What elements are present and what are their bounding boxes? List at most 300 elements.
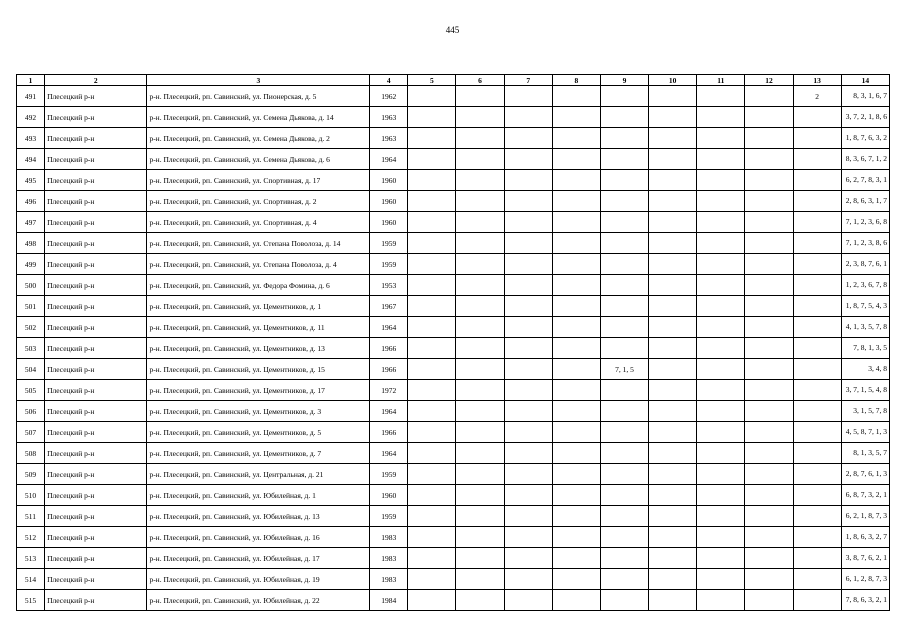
- table-row: [17, 170, 890, 191]
- col11-cell: [697, 212, 745, 233]
- col12-cell: [745, 149, 793, 170]
- col5-cell: [408, 359, 456, 380]
- col5-cell: [408, 170, 456, 191]
- col8-cell: [552, 443, 600, 464]
- col12-cell: [745, 485, 793, 506]
- district-cell: Плесецкий р-н: [45, 170, 147, 191]
- col6-cell: [456, 548, 504, 569]
- table-row: [17, 485, 890, 506]
- table-row: [17, 254, 890, 275]
- col10-cell: [649, 506, 697, 527]
- row-number-cell: 507: [17, 422, 45, 443]
- col14-cell: 3, 4, 8: [841, 359, 889, 380]
- row-number-cell: 500: [17, 275, 45, 296]
- col9-cell: [600, 506, 648, 527]
- year-cell: 1967: [370, 296, 408, 317]
- year-cell: 1963: [370, 107, 408, 128]
- col13-cell: [793, 548, 841, 569]
- col9-cell: [600, 233, 648, 254]
- district-cell: Плесецкий р-н: [45, 86, 147, 107]
- row-number-cell: 495: [17, 170, 45, 191]
- address-cell: р-н. Плесецкий, рп. Савинский, ул. Цементников, д. 13: [147, 338, 370, 359]
- col11-cell: [697, 485, 745, 506]
- row-number-cell: 509: [17, 464, 45, 485]
- col9-cell: [600, 422, 648, 443]
- table-row: [17, 233, 890, 254]
- col8-cell: [552, 506, 600, 527]
- col9-cell: [600, 149, 648, 170]
- col12-cell: [745, 296, 793, 317]
- row-number-cell: 506: [17, 401, 45, 422]
- col5-cell: [408, 275, 456, 296]
- col13-cell: [793, 443, 841, 464]
- column-header-7: 7: [504, 75, 552, 86]
- col7-cell: [504, 443, 552, 464]
- address-cell: р-н. Плесецкий, рп. Савинский, ул. Семена Дьякова, д. 2: [147, 128, 370, 149]
- col11-cell: [697, 506, 745, 527]
- col5-cell: [408, 317, 456, 338]
- col13-cell: [793, 170, 841, 191]
- col10-cell: [649, 170, 697, 191]
- col8-cell: [552, 485, 600, 506]
- year-cell: 1960: [370, 212, 408, 233]
- row-number-cell: 491: [17, 86, 45, 107]
- col13-cell: 2: [793, 86, 841, 107]
- column-header-9: 9: [600, 75, 648, 86]
- district-cell: Плесецкий р-н: [45, 254, 147, 275]
- col11-cell: [697, 317, 745, 338]
- district-cell: Плесецкий р-н: [45, 107, 147, 128]
- col8-cell: [552, 233, 600, 254]
- col14-cell: 1, 8, 7, 5, 4, 3: [841, 296, 889, 317]
- col8-cell: [552, 380, 600, 401]
- district-cell: Плесецкий р-н: [45, 191, 147, 212]
- col9-cell: [600, 170, 648, 191]
- col8-cell: [552, 149, 600, 170]
- col5-cell: [408, 527, 456, 548]
- col6-cell: [456, 128, 504, 149]
- table-row: [17, 191, 890, 212]
- col11-cell: [697, 275, 745, 296]
- col12-cell: [745, 422, 793, 443]
- col8-cell: [552, 275, 600, 296]
- col6-cell: [456, 422, 504, 443]
- table-row: [17, 590, 890, 611]
- col14-cell: 2, 8, 6, 3, 1, 7: [841, 191, 889, 212]
- col5-cell: [408, 128, 456, 149]
- col6-cell: [456, 191, 504, 212]
- col13-cell: [793, 590, 841, 611]
- column-header-5: 5: [408, 75, 456, 86]
- col14-cell: 2, 3, 8, 7, 6, 1: [841, 254, 889, 275]
- column-header-4: 4: [370, 75, 408, 86]
- address-cell: р-н. Плесецкий, рп. Савинский, ул. Семена Дьякова, д. 6: [147, 149, 370, 170]
- col11-cell: [697, 380, 745, 401]
- col8-cell: [552, 590, 600, 611]
- district-cell: Плесецкий р-н: [45, 275, 147, 296]
- col13-cell: [793, 359, 841, 380]
- col14-cell: 6, 1, 2, 8, 7, 3: [841, 569, 889, 590]
- col5-cell: [408, 380, 456, 401]
- col7-cell: [504, 317, 552, 338]
- address-cell: р-н. Плесецкий, рп. Савинский, ул. Цементников, д. 15: [147, 359, 370, 380]
- col12-cell: [745, 191, 793, 212]
- col7-cell: [504, 548, 552, 569]
- col11-cell: [697, 548, 745, 569]
- table-row: [17, 275, 890, 296]
- col6-cell: [456, 380, 504, 401]
- col10-cell: [649, 401, 697, 422]
- col13-cell: [793, 506, 841, 527]
- address-cell: р-н. Плесецкий, рп. Савинский, ул. Юбилейная, д. 13: [147, 506, 370, 527]
- col9-cell: [600, 590, 648, 611]
- col10-cell: [649, 233, 697, 254]
- col12-cell: [745, 590, 793, 611]
- col8-cell: [552, 464, 600, 485]
- year-cell: 1959: [370, 233, 408, 254]
- col5-cell: [408, 506, 456, 527]
- col6-cell: [456, 338, 504, 359]
- year-cell: 1964: [370, 401, 408, 422]
- address-cell: р-н. Плесецкий, рп. Савинский, ул. Спортивная, д. 17: [147, 170, 370, 191]
- col7-cell: [504, 107, 552, 128]
- col12-cell: [745, 317, 793, 338]
- page-number: 445: [445, 25, 460, 35]
- col7-cell: [504, 149, 552, 170]
- district-cell: Плесецкий р-н: [45, 569, 147, 590]
- col13-cell: [793, 422, 841, 443]
- row-number-cell: 514: [17, 569, 45, 590]
- col10-cell: [649, 254, 697, 275]
- table-row: [17, 569, 890, 590]
- row-number-cell: 513: [17, 548, 45, 569]
- col5-cell: [408, 464, 456, 485]
- table-row: [17, 548, 890, 569]
- table-row: [17, 338, 890, 359]
- district-cell: Плесецкий р-н: [45, 233, 147, 254]
- col14-cell: 2, 8, 7, 6, 1, 3: [841, 464, 889, 485]
- column-header-8: 8: [552, 75, 600, 86]
- district-cell: Плесецкий р-н: [45, 128, 147, 149]
- col13-cell: [793, 317, 841, 338]
- address-cell: р-н. Плесецкий, рп. Савинский, ул. Юбилейная, д. 17: [147, 548, 370, 569]
- district-cell: Плесецкий р-н: [45, 548, 147, 569]
- district-cell: Плесецкий р-н: [45, 527, 147, 548]
- row-number-cell: 504: [17, 359, 45, 380]
- row-number-cell: 496: [17, 191, 45, 212]
- col8-cell: [552, 296, 600, 317]
- col10-cell: [649, 590, 697, 611]
- address-cell: р-н. Плесецкий, рп. Савинский, ул. Цементников, д. 5: [147, 422, 370, 443]
- col14-cell: 3, 8, 7, 6, 2, 1: [841, 548, 889, 569]
- year-cell: 1959: [370, 254, 408, 275]
- col13-cell: [793, 527, 841, 548]
- col5-cell: [408, 485, 456, 506]
- col14-cell: 6, 2, 7, 8, 3, 1: [841, 170, 889, 191]
- col8-cell: [552, 359, 600, 380]
- row-number-cell: 497: [17, 212, 45, 233]
- col7-cell: [504, 422, 552, 443]
- district-cell: Плесецкий р-н: [45, 485, 147, 506]
- col10-cell: [649, 443, 697, 464]
- col10-cell: [649, 569, 697, 590]
- table-body: [17, 86, 890, 611]
- col9-cell: [600, 86, 648, 107]
- col12-cell: [745, 359, 793, 380]
- district-cell: Плесецкий р-н: [45, 380, 147, 401]
- col10-cell: [649, 548, 697, 569]
- col11-cell: [697, 401, 745, 422]
- col10-cell: [649, 212, 697, 233]
- col12-cell: [745, 464, 793, 485]
- col12-cell: [745, 569, 793, 590]
- col13-cell: [793, 296, 841, 317]
- year-cell: 1983: [370, 548, 408, 569]
- col10-cell: [649, 296, 697, 317]
- year-cell: 1959: [370, 464, 408, 485]
- col8-cell: [552, 527, 600, 548]
- col6-cell: [456, 527, 504, 548]
- col9-cell: 7, 1, 5: [600, 359, 648, 380]
- row-number-cell: 511: [17, 506, 45, 527]
- district-cell: Плесецкий р-н: [45, 338, 147, 359]
- col14-cell: 7, 1, 2, 3, 6, 8: [841, 212, 889, 233]
- col9-cell: [600, 464, 648, 485]
- col9-cell: [600, 548, 648, 569]
- col10-cell: [649, 317, 697, 338]
- address-cell: р-н. Плесецкий, рп. Савинский, ул. Цементников, д. 7: [147, 443, 370, 464]
- col7-cell: [504, 464, 552, 485]
- col7-cell: [504, 506, 552, 527]
- year-cell: 1962: [370, 86, 408, 107]
- col9-cell: [600, 443, 648, 464]
- district-cell: Плесецкий р-н: [45, 590, 147, 611]
- col13-cell: [793, 275, 841, 296]
- row-number-cell: 502: [17, 317, 45, 338]
- district-cell: Плесецкий р-н: [45, 359, 147, 380]
- col6-cell: [456, 590, 504, 611]
- col5-cell: [408, 590, 456, 611]
- col14-cell: 7, 8, 6, 3, 2, 1: [841, 590, 889, 611]
- col12-cell: [745, 212, 793, 233]
- col8-cell: [552, 212, 600, 233]
- col11-cell: [697, 128, 745, 149]
- address-cell: р-н. Плесецкий, рп. Савинский, ул. Степана Поволоза, д. 4: [147, 254, 370, 275]
- col9-cell: [600, 191, 648, 212]
- col7-cell: [504, 338, 552, 359]
- address-cell: р-н. Плесецкий, рп. Савинский, ул. Спортивная, д. 2: [147, 191, 370, 212]
- col14-cell: 3, 7, 1, 5, 4, 8: [841, 380, 889, 401]
- district-cell: Плесецкий р-н: [45, 506, 147, 527]
- column-header-10: 10: [649, 75, 697, 86]
- col10-cell: [649, 359, 697, 380]
- col5-cell: [408, 422, 456, 443]
- col12-cell: [745, 338, 793, 359]
- col5-cell: [408, 233, 456, 254]
- col13-cell: [793, 380, 841, 401]
- district-cell: Плесецкий р-н: [45, 443, 147, 464]
- col5-cell: [408, 548, 456, 569]
- col11-cell: [697, 338, 745, 359]
- column-header-12: 12: [745, 75, 793, 86]
- address-cell: р-н. Плесецкий, рп. Савинский, ул. Юбилейная, д. 16: [147, 527, 370, 548]
- district-cell: Плесецкий р-н: [45, 422, 147, 443]
- col14-cell: 6, 8, 7, 3, 2, 1: [841, 485, 889, 506]
- row-number-cell: 503: [17, 338, 45, 359]
- col5-cell: [408, 296, 456, 317]
- col13-cell: [793, 149, 841, 170]
- col10-cell: [649, 128, 697, 149]
- table-row: [17, 107, 890, 128]
- col5-cell: [408, 569, 456, 590]
- district-cell: Плесецкий р-н: [45, 464, 147, 485]
- col12-cell: [745, 275, 793, 296]
- col10-cell: [649, 527, 697, 548]
- col9-cell: [600, 128, 648, 149]
- col7-cell: [504, 254, 552, 275]
- col14-cell: 7, 1, 2, 3, 8, 6: [841, 233, 889, 254]
- col12-cell: [745, 128, 793, 149]
- address-cell: р-н. Плесецкий, рп. Савинский, ул. Центральная, д. 21: [147, 464, 370, 485]
- col13-cell: [793, 191, 841, 212]
- col13-cell: [793, 401, 841, 422]
- col12-cell: [745, 401, 793, 422]
- col14-cell: 1, 2, 3, 6, 7, 8: [841, 275, 889, 296]
- year-cell: 1964: [370, 149, 408, 170]
- col8-cell: [552, 569, 600, 590]
- col5-cell: [408, 149, 456, 170]
- col13-cell: [793, 569, 841, 590]
- col8-cell: [552, 191, 600, 212]
- col9-cell: [600, 107, 648, 128]
- col12-cell: [745, 254, 793, 275]
- col11-cell: [697, 422, 745, 443]
- col9-cell: [600, 380, 648, 401]
- col14-cell: 8, 1, 3, 5, 7: [841, 443, 889, 464]
- col11-cell: [697, 527, 745, 548]
- col11-cell: [697, 107, 745, 128]
- col11-cell: [697, 149, 745, 170]
- col13-cell: [793, 485, 841, 506]
- column-header-6: 6: [456, 75, 504, 86]
- row-number-cell: 498: [17, 233, 45, 254]
- col5-cell: [408, 191, 456, 212]
- col12-cell: [745, 233, 793, 254]
- col9-cell: [600, 401, 648, 422]
- col7-cell: [504, 485, 552, 506]
- table-row: [17, 317, 890, 338]
- col7-cell: [504, 590, 552, 611]
- col14-cell: 7, 8, 1, 3, 5: [841, 338, 889, 359]
- col13-cell: [793, 338, 841, 359]
- col14-cell: 6, 2, 1, 8, 7, 3: [841, 506, 889, 527]
- table-row: [17, 359, 890, 380]
- row-number-cell: 505: [17, 380, 45, 401]
- col6-cell: [456, 443, 504, 464]
- header-row: [17, 75, 890, 86]
- col9-cell: [600, 569, 648, 590]
- col8-cell: [552, 107, 600, 128]
- col12-cell: [745, 527, 793, 548]
- col11-cell: [697, 191, 745, 212]
- column-header-14: 14: [841, 75, 889, 86]
- address-cell: р-н. Плесецкий, рп. Савинский, ул. Пионерская, д. 5: [147, 86, 370, 107]
- col12-cell: [745, 170, 793, 191]
- table-row: [17, 506, 890, 527]
- col8-cell: [552, 128, 600, 149]
- col5-cell: [408, 338, 456, 359]
- col8-cell: [552, 338, 600, 359]
- col6-cell: [456, 359, 504, 380]
- col6-cell: [456, 296, 504, 317]
- housing-register-table: [16, 74, 890, 611]
- district-cell: Плесецкий р-н: [45, 401, 147, 422]
- address-cell: р-н. Плесецкий, рп. Савинский, ул. Юбилейная, д. 19: [147, 569, 370, 590]
- col11-cell: [697, 296, 745, 317]
- column-header-1: 1: [17, 75, 45, 86]
- col7-cell: [504, 359, 552, 380]
- col7-cell: [504, 191, 552, 212]
- column-header-11: 11: [697, 75, 745, 86]
- year-cell: 1983: [370, 527, 408, 548]
- col10-cell: [649, 422, 697, 443]
- col13-cell: [793, 254, 841, 275]
- col13-cell: [793, 233, 841, 254]
- table-row: [17, 86, 890, 107]
- row-number-cell: 492: [17, 107, 45, 128]
- district-cell: Плесецкий р-н: [45, 317, 147, 338]
- year-cell: 1964: [370, 443, 408, 464]
- col7-cell: [504, 296, 552, 317]
- col6-cell: [456, 233, 504, 254]
- table-row: [17, 422, 890, 443]
- col6-cell: [456, 107, 504, 128]
- col14-cell: 3, 1, 5, 7, 8: [841, 401, 889, 422]
- col8-cell: [552, 86, 600, 107]
- col14-cell: 8, 3, 6, 7, 1, 2: [841, 149, 889, 170]
- col14-cell: 4, 5, 8, 7, 1, 3: [841, 422, 889, 443]
- col13-cell: [793, 212, 841, 233]
- district-cell: Плесецкий р-н: [45, 212, 147, 233]
- col10-cell: [649, 338, 697, 359]
- col11-cell: [697, 233, 745, 254]
- col9-cell: [600, 275, 648, 296]
- col8-cell: [552, 401, 600, 422]
- address-cell: р-н. Плесецкий, рп. Савинский, ул. Семена Дьякова, д. 14: [147, 107, 370, 128]
- col7-cell: [504, 170, 552, 191]
- col6-cell: [456, 86, 504, 107]
- table-row: [17, 296, 890, 317]
- address-cell: р-н. Плесецкий, рп. Савинский, ул. Юбилейная, д. 1: [147, 485, 370, 506]
- col7-cell: [504, 128, 552, 149]
- col8-cell: [552, 422, 600, 443]
- col8-cell: [552, 254, 600, 275]
- year-cell: 1966: [370, 338, 408, 359]
- col7-cell: [504, 527, 552, 548]
- col10-cell: [649, 275, 697, 296]
- col7-cell: [504, 233, 552, 254]
- table-row: [17, 527, 890, 548]
- district-cell: Плесецкий р-н: [45, 149, 147, 170]
- col10-cell: [649, 485, 697, 506]
- col11-cell: [697, 254, 745, 275]
- col10-cell: [649, 107, 697, 128]
- col7-cell: [504, 401, 552, 422]
- col13-cell: [793, 107, 841, 128]
- row-number-cell: 512: [17, 527, 45, 548]
- col5-cell: [408, 212, 456, 233]
- column-header-2: 2: [45, 75, 147, 86]
